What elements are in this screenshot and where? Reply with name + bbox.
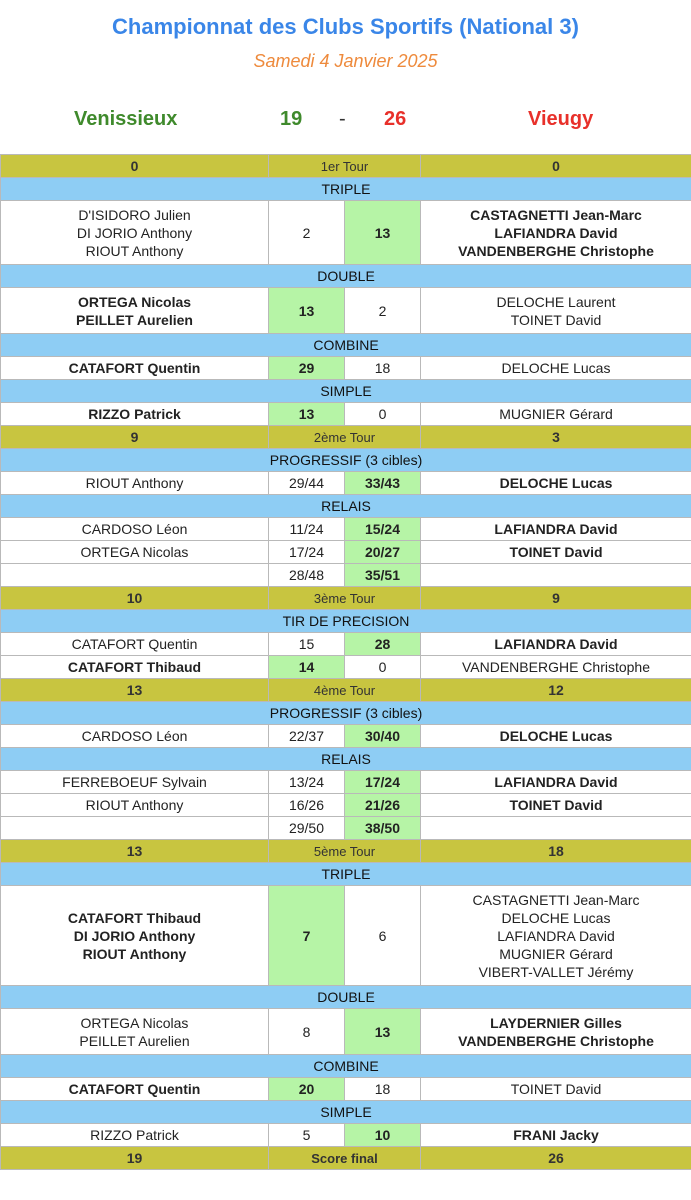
match-row — [1, 1009, 691, 1055]
player-name: LAYDERNIER Gilles — [490, 1014, 622, 1031]
home-match-score: 5 — [269, 1124, 345, 1147]
home-players — [1, 518, 269, 541]
away-match-score: 33/43 — [345, 472, 421, 495]
category-row — [1, 449, 691, 472]
home-match-score: 15 — [269, 633, 345, 656]
player-name: CATAFORT Quentin — [68, 1081, 201, 1097]
match-row — [1, 403, 691, 426]
match-row — [1, 794, 691, 817]
player-name: D'ISIDORO Julien — [78, 206, 191, 223]
player-name: CARDOSO Léon — [81, 521, 188, 537]
away-players — [421, 725, 691, 748]
away-match-score: 21/26 — [345, 794, 421, 817]
player-name: PEILLET Aurelien — [79, 1032, 190, 1049]
home-players — [1, 564, 269, 587]
player-name: LAFIANDRA David — [494, 224, 618, 241]
category-label: TIR DE PRECISION — [1, 610, 691, 633]
home-match-score: 2 — [269, 201, 345, 265]
match-row — [1, 357, 691, 380]
away-players — [421, 886, 691, 986]
category-label: RELAIS — [1, 748, 691, 771]
player-name: RIOUT Anthony — [85, 475, 184, 491]
player-name: TOINET David — [510, 311, 602, 328]
home-match-score: 8 — [269, 1009, 345, 1055]
away-players — [421, 201, 691, 265]
home-match-score: 17/24 — [269, 541, 345, 564]
away-players — [421, 541, 691, 564]
player-name: RIZZO Patrick — [90, 1127, 179, 1143]
away-players — [421, 518, 691, 541]
home-players — [1, 1009, 269, 1055]
player-name: DELOCHE Lucas — [501, 909, 611, 926]
home-players — [1, 656, 269, 679]
home-match-score: 28/48 — [269, 564, 345, 587]
match-date: Samedi 4 Janvier 2025 — [253, 51, 438, 71]
away-match-score: 13 — [345, 201, 421, 265]
away-players — [421, 656, 691, 679]
away-match-score: 35/51 — [345, 564, 421, 587]
round-score-away: 9 — [421, 587, 691, 610]
away-match-score: 18 — [345, 1078, 421, 1101]
category-row — [1, 265, 691, 288]
category-label: DOUBLE — [1, 986, 691, 1009]
round-score-away: 12 — [421, 679, 691, 702]
player-name: RIOUT Anthony — [82, 945, 187, 962]
home-match-score: 29 — [269, 357, 345, 380]
player-name: LAFIANDRA David — [494, 521, 618, 537]
away-match-score: 28 — [345, 633, 421, 656]
match-row — [1, 288, 691, 334]
match-row — [1, 201, 691, 265]
player-name: CARDOSO Léon — [81, 728, 188, 744]
round-score-away: 18 — [421, 840, 691, 863]
away-players — [421, 1009, 691, 1055]
away-players — [421, 564, 691, 587]
category-row — [1, 986, 691, 1009]
away-match-score: 30/40 — [345, 725, 421, 748]
home-players — [1, 725, 269, 748]
player-name: ORTEGA Nicolas — [80, 1014, 189, 1031]
away-match-score: 18 — [345, 357, 421, 380]
match-row — [1, 633, 691, 656]
results-table — [0, 154, 691, 1170]
category-row — [1, 334, 691, 357]
round-score-home: 0 — [1, 155, 269, 178]
away-match-score: 13 — [345, 1009, 421, 1055]
match-row — [1, 817, 691, 840]
player-name: FRANI Jacky — [513, 1127, 599, 1143]
player-name: VANDENBERGHE Christophe — [458, 1032, 654, 1049]
home-match-score: 7 — [269, 886, 345, 986]
home-players — [1, 633, 269, 656]
category-row — [1, 1101, 691, 1124]
home-players — [1, 771, 269, 794]
player-name: ORTEGA Nicolas — [80, 544, 189, 560]
away-match-score: 6 — [345, 886, 421, 986]
match-row — [1, 518, 691, 541]
category-label: PROGRESSIF (3 cibles) — [1, 449, 691, 472]
player-name: DI JORIO Anthony — [73, 927, 196, 944]
category-label: TRIPLE — [1, 863, 691, 886]
away-team-name: Vieugy — [528, 108, 594, 130]
round-label: 4ème Tour — [269, 679, 421, 702]
away-match-score: 17/24 — [345, 771, 421, 794]
category-row — [1, 702, 691, 725]
player-name: LAFIANDRA David — [494, 636, 618, 652]
match-row — [1, 886, 691, 986]
round-row — [1, 155, 691, 178]
final-score-row — [1, 1147, 691, 1170]
round-score-away: 0 — [421, 155, 691, 178]
player-name: PEILLET Aurelien — [76, 311, 193, 328]
player-name: DELOCHE Lucas — [499, 475, 613, 491]
home-match-score: 20 — [269, 1078, 345, 1101]
home-match-score: 16/26 — [269, 794, 345, 817]
player-name: DI JORIO Anthony — [76, 224, 193, 241]
home-players — [1, 1078, 269, 1101]
home-players — [1, 794, 269, 817]
category-row — [1, 1055, 691, 1078]
away-team-score: 26 — [384, 108, 407, 130]
player-name: TOINET David — [509, 544, 603, 560]
match-row — [1, 541, 691, 564]
away-match-score: 0 — [345, 656, 421, 679]
away-match-score: 0 — [345, 403, 421, 426]
player-name: VANDENBERGHE Christophe — [461, 659, 651, 675]
home-players — [1, 288, 269, 334]
home-players — [1, 817, 269, 840]
match-row — [1, 771, 691, 794]
category-label: COMBINE — [1, 334, 691, 357]
home-players — [1, 886, 269, 986]
match-row — [1, 1078, 691, 1101]
away-match-score: 2 — [345, 288, 421, 334]
player-name: DELOCHE Lucas — [501, 360, 611, 376]
category-label: DOUBLE — [1, 265, 691, 288]
home-players — [1, 201, 269, 265]
home-match-score: 13 — [269, 403, 345, 426]
home-match-score: 13/24 — [269, 771, 345, 794]
away-players — [421, 794, 691, 817]
player-name: RIOUT Anthony — [85, 242, 184, 259]
player-name: CATAFORT Thibaud — [67, 659, 202, 675]
category-label: COMBINE — [1, 1055, 691, 1078]
home-team-score: 19 — [280, 108, 303, 130]
category-label: SIMPLE — [1, 380, 691, 403]
away-match-score: 20/27 — [345, 541, 421, 564]
away-players — [421, 403, 691, 426]
away-players — [421, 472, 691, 495]
player-name: CATAFORT Thibaud — [67, 909, 202, 926]
home-match-score: 11/24 — [269, 518, 345, 541]
home-players — [1, 541, 269, 564]
round-score-home: 10 — [1, 587, 269, 610]
category-row — [1, 495, 691, 518]
match-row — [1, 564, 691, 587]
score-separator: - — [339, 108, 346, 130]
player-name: RIZZO Patrick — [88, 406, 181, 422]
round-label: 1er Tour — [269, 155, 421, 178]
category-label: RELAIS — [1, 495, 691, 518]
round-score-home: 9 — [1, 426, 269, 449]
player-name: CASTAGNETTI Jean-Marc — [470, 206, 642, 223]
player-name: TOINET David — [509, 797, 603, 813]
home-match-score: 13 — [269, 288, 345, 334]
round-label: Score final — [269, 1147, 421, 1170]
away-players — [421, 1078, 691, 1101]
home-team-name: Venissieux — [74, 108, 178, 130]
round-score-away: 3 — [421, 426, 691, 449]
scoreboard — [0, 108, 691, 134]
category-row — [1, 863, 691, 886]
away-players — [421, 1124, 691, 1147]
away-players — [421, 633, 691, 656]
match-row — [1, 1124, 691, 1147]
player-name: DELOCHE Lucas — [499, 728, 613, 744]
player-name: TOINET David — [510, 1081, 602, 1097]
home-players — [1, 1124, 269, 1147]
player-name: VIBERT-VALLET Jérémy — [478, 963, 634, 980]
round-row — [1, 426, 691, 449]
player-name: LAFIANDRA David — [494, 774, 618, 790]
round-row — [1, 679, 691, 702]
category-row — [1, 178, 691, 201]
category-label: TRIPLE — [1, 178, 691, 201]
category-row — [1, 748, 691, 771]
home-players — [1, 472, 269, 495]
home-match-score: 29/50 — [269, 817, 345, 840]
match-row — [1, 725, 691, 748]
round-score-home: 19 — [1, 1147, 269, 1170]
home-players — [1, 403, 269, 426]
away-match-score: 10 — [345, 1124, 421, 1147]
away-players — [421, 771, 691, 794]
home-match-score: 14 — [269, 656, 345, 679]
player-name: RIOUT Anthony — [85, 797, 184, 813]
round-label: 2ème Tour — [269, 426, 421, 449]
player-name: DELOCHE Laurent — [496, 293, 616, 310]
player-name: CATAFORT Quentin — [68, 360, 201, 376]
category-label: SIMPLE — [1, 1101, 691, 1124]
player-name: FERREBOEUF Sylvain — [62, 774, 207, 790]
home-players — [1, 357, 269, 380]
round-score-home: 13 — [1, 679, 269, 702]
away-match-score: 38/50 — [345, 817, 421, 840]
player-name: LAFIANDRA David — [497, 927, 615, 944]
home-match-score: 22/37 — [269, 725, 345, 748]
player-name: VANDENBERGHE Christophe — [458, 242, 654, 259]
player-name: MUGNIER Gérard — [499, 945, 613, 962]
round-label: 5ème Tour — [269, 840, 421, 863]
player-name: ORTEGA Nicolas — [77, 293, 192, 310]
player-name: CATAFORT Quentin — [71, 636, 198, 652]
round-score-away: 26 — [421, 1147, 691, 1170]
category-row — [1, 380, 691, 403]
away-players — [421, 357, 691, 380]
page-title: Championnat des Clubs Sportifs (National 3) — [112, 14, 579, 39]
category-label: PROGRESSIF (3 cibles) — [1, 702, 691, 725]
away-players — [421, 817, 691, 840]
player-name: MUGNIER Gérard — [499, 406, 613, 422]
results-body — [1, 155, 691, 1170]
home-match-score: 29/44 — [269, 472, 345, 495]
round-label: 3ème Tour — [269, 587, 421, 610]
away-players — [421, 288, 691, 334]
match-row — [1, 472, 691, 495]
round-score-home: 13 — [1, 840, 269, 863]
round-row — [1, 840, 691, 863]
round-row — [1, 587, 691, 610]
player-name: CASTAGNETTI Jean-Marc — [472, 891, 640, 908]
match-row — [1, 656, 691, 679]
category-row — [1, 610, 691, 633]
away-match-score: 15/24 — [345, 518, 421, 541]
